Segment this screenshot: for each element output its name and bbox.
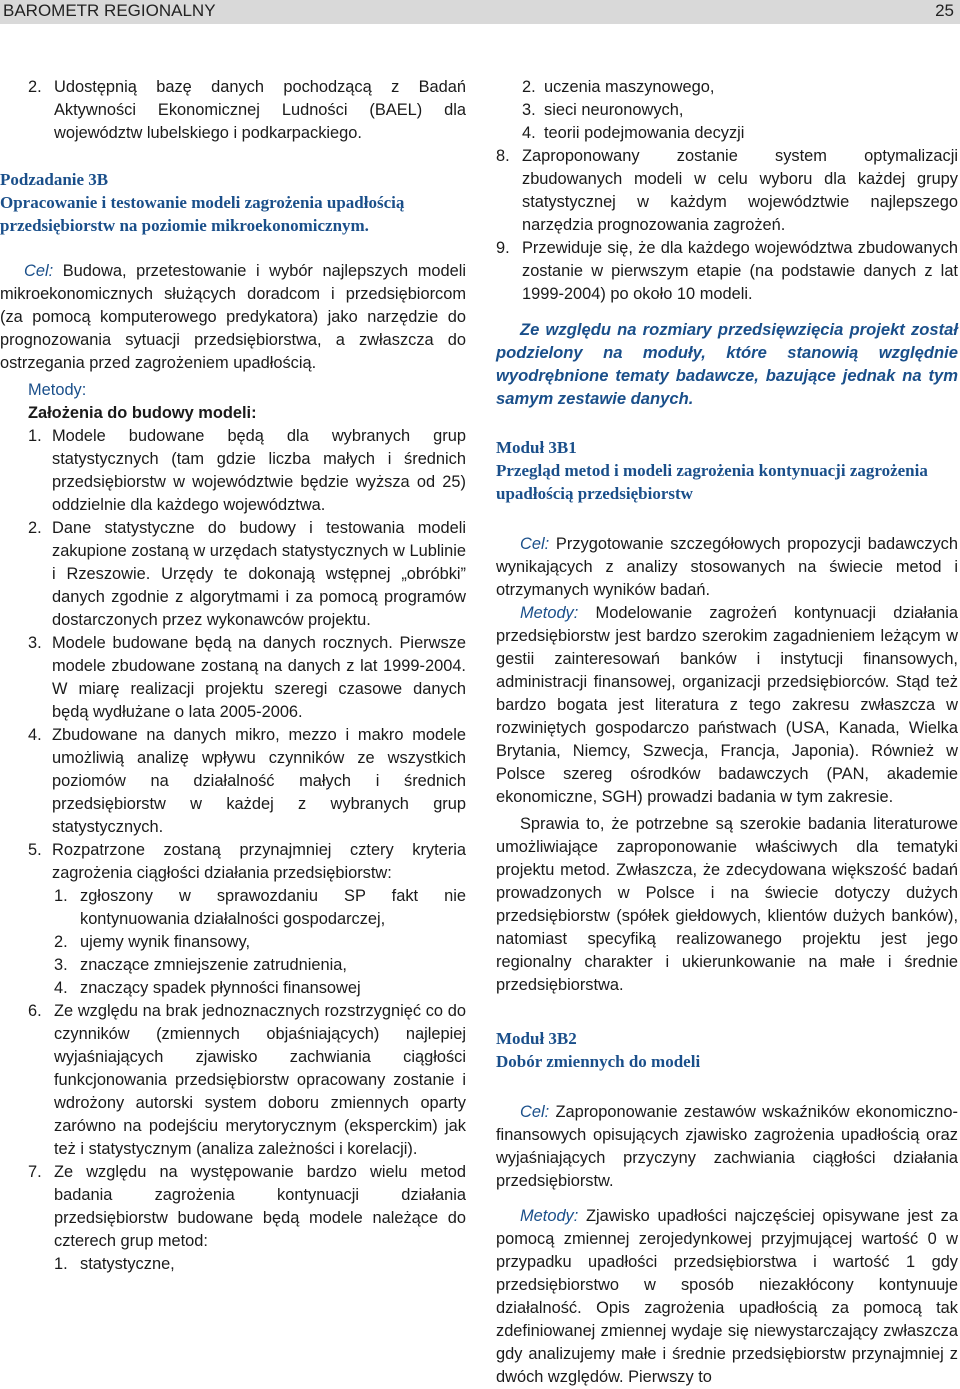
cel-label: Cel: xyxy=(520,1103,550,1121)
module-title: Dobór zmiennych do modeli xyxy=(496,1052,701,1071)
metody-paragraph: Metody: Modelowanie zagrożeń kontynuacji działania przedsiębiorstw jest bardzo szerokim zagadnieniem leżącym w gestii zainteresowań banków i instytucji finansowych, administracji finansowej, organizacji przedsiębiorców. Stąd też bardzo bogata jest literatura z tego zakresu zwłaszcza w rozwiniętych gospodarczo państwach (USA, Kanada, Wielka Brytania, Niemcy, Szwecja, Francja, Japonia). Również w Polsce szereg ośrodków badawczych (PAN, akademie ekonomiczne, SGH) prowadzi badania w tym zakresie. xyxy=(496,604,958,806)
body-paragraph: Sprawia to, że potrzebne są szerokie badania literaturowe umożliwiające zaproponowanie właściwych dla tematyki projektu metod. Zwłaszcza, że zdecydowana większość badań prowadzonych w Polsce i na świecie dotyczy dużych przedsiębiorstw (spółek giełdowych, klientów dużych banków), natomiast specyfiką realizowanego projektu jest jego regionalny charakter i ukierunkowanie na małe i średnie przedsiębiorstwa. xyxy=(496,815,958,994)
module-title: Przegląd metod i modeli zagrożenia kontynuacji zagrożenia upadłością przedsiębiorstw xyxy=(496,461,928,503)
left-column xyxy=(0,76,466,1276)
sub-list-item: 3. sieci neuronowych, xyxy=(522,101,684,119)
list-item: 2. Dane statystyczne do budowy i testowania modeli zakupione zostaną w urzędach statystycznych w Lublinie i Rzeszowie. Urzędy te dokonają wstępnej „obróbki” danych zgodnie z algorytmami i za pomocą programów dostarczonych przez wykonawców projektu. xyxy=(28,519,466,629)
list-item: 8. Zaproponowany zostanie system optymalizacji zbudowanych modeli w celu wyboru dla każdej grupy statystycznej w każdym województwie najlepszego narzędzia prognozowania zagrożeń. xyxy=(496,147,958,234)
list-item: 9. Przewiduje się, że dla każdego województwa zbudowanych zostanie w pierwszym etapie (na podstawie danych z lat 1999-2004) po około 10 modeli. xyxy=(496,239,958,303)
page-number: 25 xyxy=(935,1,954,20)
metody-label: Metody: xyxy=(28,381,87,399)
list-item: 1. Modele budowane będą dla wybranych grup statystycznych (tam gdzie liczba małych i średnich przedsiębiorstw w województwie będzie wyższa od 25) oddzielnie dla każdego województwa. xyxy=(28,427,466,514)
module-heading xyxy=(496,1027,958,1073)
sub-list-item: 1. zgłoszony w sprawozdaniu SP fakt nie kontynuowania działalności gospodarczej, xyxy=(54,887,466,928)
sub-list-item: 1. statystyczne, xyxy=(54,1255,175,1273)
list-number: 2. xyxy=(28,78,42,96)
cel-paragraph: Cel: Zaproponowanie zestawów wskaźników ekonomiczno-finansowych opisujących zjawisko zagrożenia upadłością oraz wyjaśniających przyczyny zachwiania ciągłości działania przedsiębiorstw. xyxy=(496,1103,958,1190)
module-number: Moduł 3B2 xyxy=(496,1029,577,1048)
list-item: 7. Ze względu na występowanie bardzo wielu metod badania zagrożenia kontynuacji działania przedsiębiorstw budowane będą modele należące do czterech grup metod: xyxy=(28,1163,466,1250)
list-item: 5. Rozpatrzone zostaną przynajmniej cztery kryteria zagrożenia ciągłości działania przedsiębiorstw: xyxy=(28,841,466,882)
metody-label: Metody: xyxy=(520,1207,579,1225)
list-item: 4. Zbudowane na danych mikro, mezzo i makro modele umożliwią analizę wpływu czynników ze wszystkich poziomów na działalność małych i średnich przedsiębiorstw w każdej z wybranych grup statystycznych. xyxy=(28,726,466,836)
subtask-heading xyxy=(0,168,466,237)
list-item: 6. Ze względu na brak jednoznacznych rozstrzygnięć co do czynników (zmiennych objaśniających) najlepiej wyjaśniających zjawisko zachwiania ciągłości funkcjonowania przedsiębiorstw opracowany zostanie i wdrożony autorski system doboru zmiennych oparty zarówno na podejściu merytorycznym (eksperckim) jak też i statystycznym (analiza zależności i korelacji). xyxy=(28,1002,466,1158)
right-column xyxy=(496,76,958,1389)
journal-title: BAROMETR REGIONALNY xyxy=(3,1,216,20)
cel-text: Budowa, przetestowanie i wybór najlepszych modeli mikroekonomicznych służących doradcom i przedsiębiorcom (za pomocą komputerowego predykatora) jako narzędzie do prognozowania sytuacji przedsiębiorstwa, a zwłaszcza do ostrzegania przed zagrożeniem upadłością. xyxy=(0,262,466,372)
sub-list-item: 2. uczenia maszynowego, xyxy=(522,78,715,96)
module-number: Moduł 3B1 xyxy=(496,438,577,457)
running-header xyxy=(0,0,960,24)
module-heading xyxy=(496,436,958,505)
subtask-title: Opracowanie i testowanie modeli zagrożenia upadłością przedsiębiorstw na poziomie mikroekonomicznym. xyxy=(0,193,405,235)
sub-list-item: 3. znaczące zmniejszenie zatrudnienia, xyxy=(54,956,347,974)
sub-list-item: 2. ujemy wynik finansowy, xyxy=(54,933,251,951)
assumptions-list xyxy=(0,425,466,1276)
sub-list-item: 4. znaczący spadek płynności finansowej xyxy=(54,979,361,997)
list-item xyxy=(0,76,466,145)
metody-label: Metody: xyxy=(520,604,579,622)
cel-label: Cel: xyxy=(24,262,54,280)
subtask-number: Podzadanie 3B xyxy=(0,170,109,189)
list-item: 3. Modele budowane będą na danych rocznych. Pierwsze modele zbudowane zostaną na danych z lat 1999-2004. W miarę realizacji projektu szeregi czasowe danych będą wydłużane o lata 2005-2006. xyxy=(28,634,466,721)
cel-paragraph xyxy=(0,260,466,375)
cel-paragraph: Cel: Przygotowanie szczegółowych propozycji badawczych wynikających z analizy stosowanych na świecie metod i otrzymanych wyników badań. xyxy=(496,535,958,599)
emphasis-paragraph: Ze względu na rozmiary przedsięwzięcia projekt został podzielony na moduły, które stanowią względnie wyodrębnione tematy badawcze, bazujące jednak na tym samym zestawie danych. xyxy=(496,320,958,408)
list-text: Udostępnią bazę danych pochodzącą z Badań Aktywności Ekonomicznej Ludności (BAEL) dla województw lubelskiego i podkarpackiego. xyxy=(54,78,466,142)
sub-list-item: 4. teorii podejmowania decyzji xyxy=(522,124,745,142)
zalozenia-label: Założenia do budowy modeli: xyxy=(28,404,257,422)
metody-paragraph: Metody: Zjawisko upadłości najczęściej opisywane jest za pomocą zmiennej zerojedynkowej przyjmującej wartość 0 w przypadku upadłości przedsiębiorstwa i wartość 1 gdy przedsiębiorstwo w sposób niezakłócony kontynuuje działalność. Opis zagrożenia upadłością za pomocą tak zdefiniowanej zmiennej wydaje się niewystarczający zwłaszcza gdy analizujemy małe i średnie przedsiębiorstw przynajmniej z dwóch względów. Pierwszy to xyxy=(496,1207,958,1386)
cel-label: Cel: xyxy=(520,535,550,553)
